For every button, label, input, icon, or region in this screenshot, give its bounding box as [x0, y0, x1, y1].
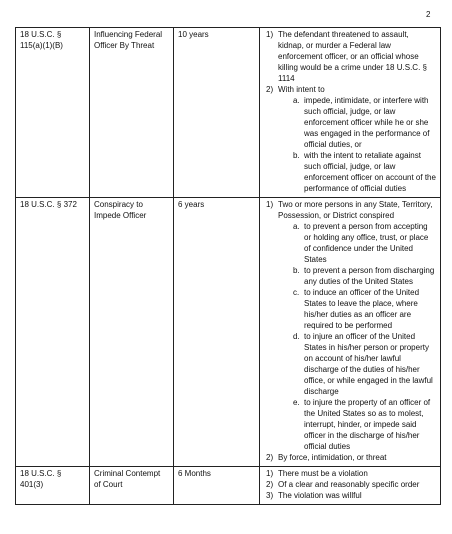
statute-cell [16, 198, 90, 467]
elements-cell [260, 198, 441, 467]
sub-element-list [278, 221, 436, 452]
limitation-period-cell [174, 28, 260, 198]
elements-cell [260, 28, 441, 198]
statutes-table [15, 27, 441, 505]
element-text: With intent to [278, 85, 325, 94]
element-item [278, 199, 436, 452]
statute-cell [16, 467, 90, 505]
element-item [278, 29, 436, 84]
statute-text: 18 U.S.C. § 401(3) [20, 469, 62, 489]
statute-cell [16, 28, 90, 198]
sub-element-list [278, 95, 436, 194]
limitation-period-text: 6 years [178, 200, 205, 209]
offense-cell [90, 198, 174, 467]
elements-cell [260, 467, 441, 505]
offense-cell [90, 467, 174, 505]
elements-list [264, 29, 436, 194]
element-text: Two or more persons in any State, Territory, Possession, or District conspired [278, 200, 433, 220]
offense-cell [90, 28, 174, 198]
element-text: The violation was willful [278, 491, 362, 500]
statute-text: 18 U.S.C. § 115(a)(1)(B) [20, 30, 63, 50]
limitation-period-text: 10 years [178, 30, 209, 39]
element-text: Of a clear and reasonably specific order [278, 480, 420, 489]
element-text: There must be a violation [278, 469, 368, 478]
limitation-period-cell [174, 198, 260, 467]
sub-element-item: to prevent a person from accepting or holding any office, trust, or place of confidence under the United States [304, 222, 429, 264]
sub-element-item: to induce an officer of the United States to leave the place, where his/her duties as an officer are required to be performed [304, 288, 420, 330]
statute-text: 18 U.S.C. § 372 [20, 200, 77, 209]
element-item [278, 452, 436, 463]
limitation-period-text: 6 Months [178, 469, 211, 478]
offense-text: Criminal Contempt of Court [94, 469, 161, 489]
sub-element-item: to injure the property of an officer of the United States so as to molest, interrupt, hinder, or impede said officer in the discharge of his/her official duties [304, 398, 431, 451]
element-item [278, 490, 436, 501]
element-item [278, 479, 436, 490]
element-text: The defendant threatened to assault, kidnap, or murder a Federal law enforcement officer, or an official whose killing would be a crime under 18 U.S.C. § 1114 [278, 30, 427, 83]
offense-text: Conspiracy to Impede Officer [94, 200, 147, 220]
table-row [16, 467, 441, 505]
element-text: By force, intimidation, or threat [278, 453, 387, 462]
sub-element-item: to prevent a person from discharging any duties of the United States [304, 266, 435, 286]
offense-text: Influencing Federal Officer By Threat [94, 30, 163, 50]
element-item [278, 84, 436, 194]
table-row [16, 198, 441, 467]
table-row [16, 28, 441, 198]
elements-list [264, 199, 436, 463]
sub-element-item: with the intent to retaliate against such official, judge, or law enforcement officer on account of the performance of official duties [304, 151, 436, 193]
sub-element-item: to injure an officer of the United States in his/her person or property on account of his/her lawful discharge of the duties of his/her office, or while engaged in the lawful discharge [304, 332, 433, 396]
elements-list [264, 468, 436, 501]
page-number: 2 [426, 10, 431, 19]
limitation-period-cell [174, 467, 260, 505]
sub-element-item: impede, intimidate, or interfere with such official, judge, or law enforcement officer while he or she was engaged in the performance of official duties, or [304, 96, 430, 149]
element-item [278, 468, 436, 479]
